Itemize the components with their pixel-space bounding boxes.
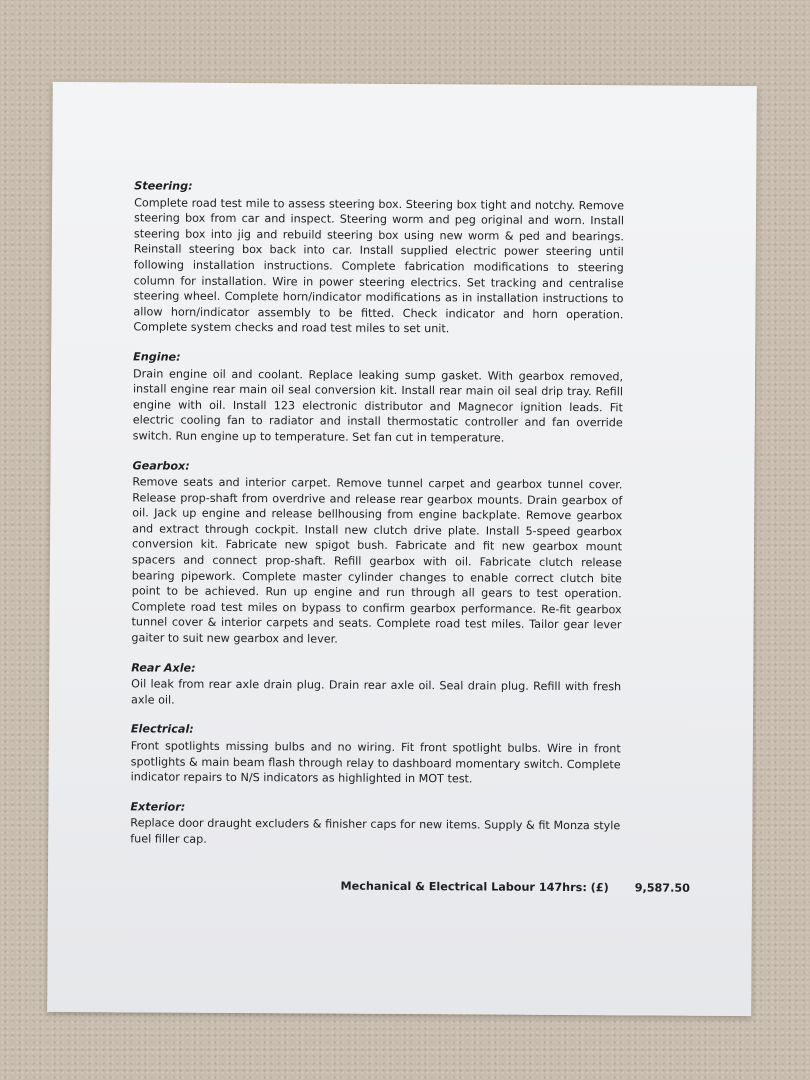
section-body: Complete road test mile to assess steering box. Steering box tight and notchy. Remove steering box from car and inspect. Steering worm and peg original and worn. Install steering box into jig and rebuild steering box using new worm & ped and bearings. Reinstall steering box back into car. Install supplied electric power steering until following installation instructions. Complete fabrication modifications to steering column for installation. Wire in power steering electrics. Set tracking and centralise steering wheel. Complete horn/indicator modifications as in installation instructions to allow horn/indicator assembly to be fitted. Check indicator and horn operation. Complete system checks and road test miles to set unit. — [133, 195, 625, 336]
section-title: Exterior: — [130, 800, 186, 814]
section-body: Replace door draught excluders & finisher caps for new items. Supply & fit Monza style fuel filler cap. — [130, 816, 621, 846]
section-body: Front spotlights missing bulbs and no wiring. Fit front spotlight bulbs. Wire in front spotlights & main beam flash through relay to dashboard momentary switch. Complete indicator repairs to N/S indicators as highlighted in MOT test. — [130, 739, 621, 786]
section-body: Oil leak from rear axle drain plug. Drain rear axle oil. Seal drain plug. Refill with fresh axle oil. — [131, 677, 622, 707]
section-exterior — [130, 799, 620, 850]
section-title: Engine: — [133, 350, 181, 364]
labour-total-row — [130, 878, 690, 894]
section-title: Electrical: — [130, 722, 194, 737]
labour-total-label: Mechanical & Electrical Labour 147hrs: (£) — [340, 879, 609, 895]
section-title: Rear Axle: — [131, 660, 196, 675]
work-description — [130, 178, 624, 864]
section-body: Drain engine oil and coolant. Replace leaking sump gasket. With gearbox removed, install engine rear main oil seal conversion kit. Install rear main oil seal drip tray. Refill engine with oil. Install 123 electronic distributor and Magnecor ignition leads. Fit electric cooling fan to radiator and install thermostatic controller and fan override switch. Run engine up to temperature. Set fan cut in temperature. — [132, 366, 624, 445]
section-body: Remove seats and interior carpet. Remove tunnel carpet and gearbox tunnel cover. Release prop-shaft from overdrive and release rear gearbox mounts. Drain gearbox of oil. Jack up engine and release bellhousing from engine backplate. Remove gearbox and extract through cockpit. Install new clutch drive plate. Install 5-speed gearbox conversion kit. Fabricate new spigot bush. Fabricate and fit new gearbox mount spacers and connect prop-shaft. Refill gearbox with oil. Fabricate clutch release bearing pipework. Complete master cylinder changes to enable correct clutch bite point to be achieved. Run up engine and run through all gears to test operation. Complete road test miles on bypass to confirm gearbox performance. Re-fit gearbox tunnel cover & interior carpets and seats. Complete road test miles. Tailor gear lever gaiter to suit new gearbox and lever. — [131, 475, 623, 646]
section-steering — [133, 178, 624, 338]
section-title: Steering: — [134, 179, 193, 193]
section-rear-axle — [131, 660, 621, 711]
section-engine — [133, 349, 624, 447]
section-gearbox — [131, 458, 622, 649]
labour-total-amount: 9,587.50 — [634, 881, 690, 895]
section-electrical — [131, 722, 621, 788]
paper-sheet — [47, 82, 757, 1016]
section-title: Gearbox: — [132, 458, 190, 473]
